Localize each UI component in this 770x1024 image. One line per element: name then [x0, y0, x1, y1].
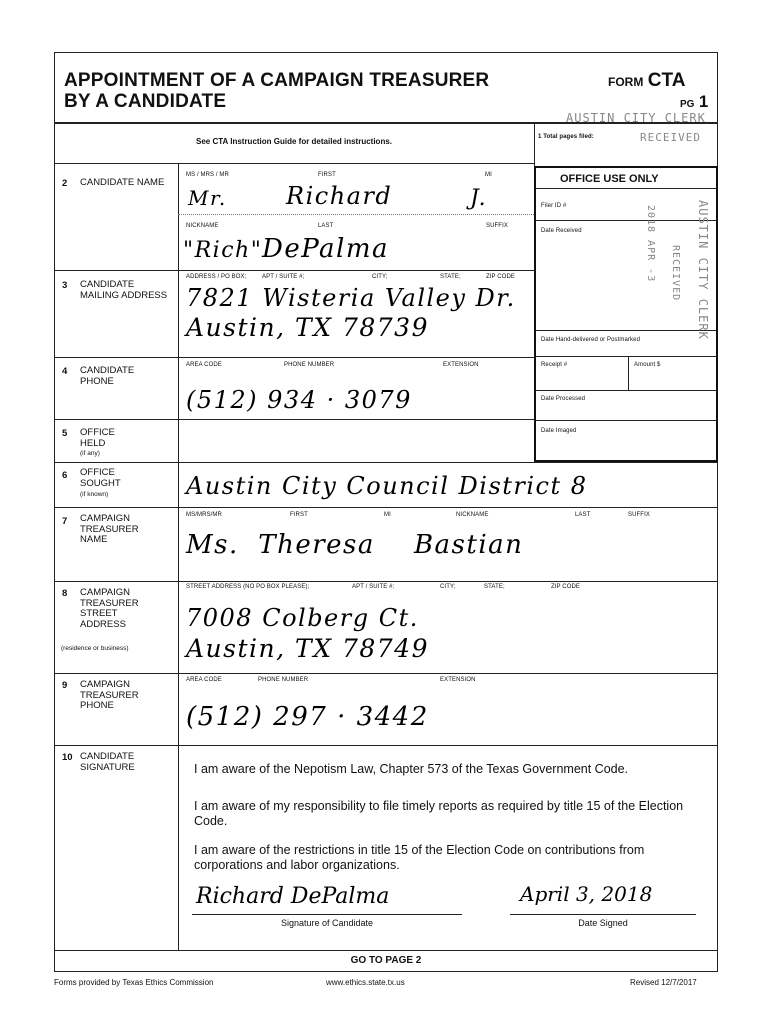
office-use-box: [534, 166, 718, 462]
s2-first-label: FIRST: [318, 172, 336, 178]
total-pages-label: 1 Total pages filed:: [538, 134, 594, 140]
s3-apt-label: APT / SUITE #;: [262, 274, 305, 280]
section-2-number: 2: [62, 178, 68, 189]
s9-extension-label: EXTENSION: [440, 677, 476, 683]
stamp-received-top: RECEIVED: [640, 131, 701, 144]
candidate-address-line1: 7821 Wisteria Valley Dr.: [186, 284, 516, 312]
section-4-label: CANDIDATE PHONE: [80, 365, 135, 387]
stamp-date-vertical: 2018 APR -3: [645, 205, 656, 283]
page-number: 1: [698, 92, 709, 111]
form-title-line2: BY A CANDIDATE: [64, 91, 227, 112]
s2-last-label: LAST: [318, 223, 334, 229]
stamp-received-vertical: RECEIVED: [670, 245, 681, 302]
s8-street-label: STREET ADDRESS (NO PO BOX PLEASE);: [186, 584, 310, 590]
s8-apt-label: APT / SUITE #;: [352, 584, 395, 590]
filer-id-label: Filer ID #: [541, 203, 567, 209]
date-signed-label: Date Signed: [578, 918, 628, 928]
candidate-first-name-value: Richard: [286, 182, 393, 210]
treasurer-address-line2: Austin, TX 78749: [186, 634, 429, 663]
candidate-signature: Richard DePalma: [196, 884, 390, 909]
s4-phone-label: PHONE NUMBER: [284, 362, 335, 368]
section-4-number: 4: [62, 366, 68, 377]
date-received-label: Date Received: [541, 228, 582, 234]
candidate-phone-value: (512) 934 · 3079: [186, 386, 412, 414]
section-9-number: 9: [62, 680, 68, 691]
responsibility-statement: I am aware of my responsibility to file timely reports as required by title 15 of the Election Code.: [194, 799, 684, 828]
go-to-page-2: GO TO PAGE 2: [350, 955, 422, 966]
section-10-number: 10: [62, 752, 73, 763]
s7-title-label: MS/MRS/MR: [186, 512, 222, 518]
receipt-label: Receipt #: [541, 362, 568, 368]
form-code: CTA: [647, 70, 686, 91]
candidate-last-name-value: DePalma: [262, 234, 390, 264]
candidate-title-value: Mr.: [188, 186, 227, 210]
s3-zip-label: ZIP CODE: [486, 274, 516, 280]
footer-provider: Forms provided by Texas Ethics Commission: [54, 978, 214, 987]
section-5-number: 5: [62, 428, 68, 439]
s9-phone-label: PHONE NUMBER: [258, 677, 309, 683]
section-7-label: CAMPAIGN TREASURER NAME: [80, 513, 139, 545]
section-5-sub: (if any): [80, 450, 100, 457]
treasurer-phone-value: (512) 297 · 3442: [186, 702, 429, 732]
form-code-group: [608, 70, 685, 92]
s2-title-label: MS / MRS / MR: [186, 172, 229, 178]
date-imaged-label: Date Imaged: [541, 428, 577, 434]
section-7-number: 7: [62, 516, 68, 527]
s7-mi-label: MI: [384, 512, 391, 518]
s7-nickname-label: NICKNAME: [456, 512, 489, 518]
signature-label: Signature of Candidate: [280, 918, 374, 928]
instructions-text: See CTA Instruction Guide for detailed instructions.: [195, 137, 393, 146]
stamp-clerk-top: AUSTIN CITY CLERK: [566, 111, 706, 125]
s3-address-label: ADDRESS / PO BOX;: [186, 274, 247, 280]
office-use-title: OFFICE USE ONLY: [560, 173, 659, 185]
stamp-clerk-vertical: AUSTIN CITY CLERK: [696, 200, 710, 340]
s8-state-label: STATE;: [484, 584, 505, 590]
section-6-sub: (if known): [80, 491, 109, 498]
section-9-label: CAMPAIGN TREASURER PHONE: [80, 679, 139, 711]
s4-area-code-label: AREA CODE: [186, 362, 222, 368]
s7-last-label: LAST: [575, 512, 591, 518]
section-6-number: 6: [62, 470, 68, 481]
section-8-label: CAMPAIGN TREASURER STREET ADDRESS: [80, 587, 139, 630]
section-5-label: OFFICE HELD: [80, 427, 115, 449]
s2-mi-label: MI: [485, 172, 492, 178]
treasurer-name-value: Ms. Theresa Bastian: [186, 530, 524, 560]
section-6-label: OFFICE SOUGHT: [80, 467, 121, 489]
section-8-number: 8: [62, 588, 68, 599]
s7-suffix-label: SUFFIX: [628, 512, 650, 518]
page-indicator: [680, 92, 708, 112]
section-2-label: CANDIDATE NAME: [80, 177, 165, 188]
section-3-number: 3: [62, 280, 68, 291]
date-signed-value: April 3, 2018: [520, 882, 653, 906]
section-3-label: CANDIDATE MAILING ADDRESS: [80, 279, 168, 301]
s2-nickname-label: NICKNAME: [186, 223, 219, 229]
candidate-mi-value: J.: [470, 186, 488, 211]
date-processed-label: Date Processed: [541, 396, 586, 402]
s8-city-label: CITY;: [440, 584, 456, 590]
treasurer-address-line1: 7008 Colberg Ct.: [186, 604, 419, 632]
s4-extension-label: EXTENSION: [443, 362, 479, 368]
date-hand-delivered-label: Date Hand-delivered or Postmarked: [541, 337, 641, 343]
amount-label: Amount $: [634, 362, 661, 368]
footer-revised: Revised 12/7/2017: [630, 978, 697, 987]
s3-city-label: CITY;: [372, 274, 388, 280]
nepotism-statement: I am aware of the Nepotism Law, Chapter 573 of the Texas Government Code.: [194, 762, 629, 776]
form-title-line1: APPOINTMENT OF A CAMPAIGN TREASURER: [64, 70, 490, 91]
candidate-address-line2: Austin, TX 78739: [186, 313, 429, 342]
s7-first-label: FIRST: [290, 512, 308, 518]
page-label: PG: [680, 99, 695, 110]
section-8-sub: (residence or business): [61, 645, 129, 652]
candidate-nickname-value: "Rich": [183, 238, 263, 263]
s8-zip-label: ZIP CODE: [551, 584, 581, 590]
section-10-label: CANDIDATE SIGNATURE: [80, 751, 135, 773]
s3-state-label: STATE;: [440, 274, 461, 280]
s2-suffix-label: SUFFIX: [486, 223, 508, 229]
footer-website: www.ethics.state.tx.us: [326, 978, 405, 987]
restrictions-statement: I am aware of the restrictions in title 15 of the Election Code on contributions from corporations and labor organizations.: [194, 843, 645, 872]
s9-area-code-label: AREA CODE: [186, 677, 222, 683]
office-sought-value: Austin City Council District 8: [186, 472, 588, 500]
form-label: FORM: [608, 75, 644, 89]
